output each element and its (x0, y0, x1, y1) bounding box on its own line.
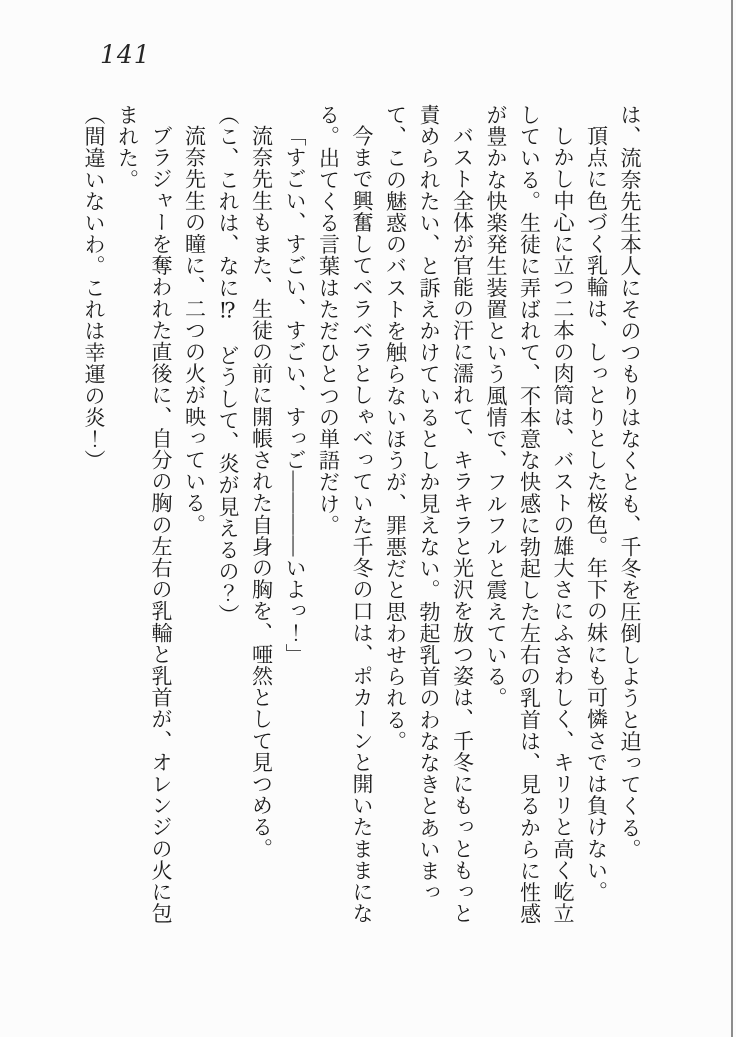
paragraph: 今まで興奮してベラベラとしゃべっていた千冬の口は、ポカーンと開いたままになる。出てくる言葉はただひとつの単語だけ。 (316, 104, 374, 925)
paragraph: （間違いないわ。これは幸運の炎！） (82, 104, 106, 472)
vertical-text-block (77, 104, 647, 928)
paragraph: しかし中心に立つ二本の肉筒は、バストの雄大さにふさわしく、キリリと高く屹立している。生徒に弄ばれて、不本意な快感に勃起した左右の乳首は、見るからに性感が豊かな快楽発生装置という風情で、フルフルと震えている。 (484, 104, 575, 925)
paragraph: 流奈先生もまた、生徒の前に開帳された自身の胸を、唖然として見つめる。 (249, 125, 274, 860)
paragraph: 「すごい、すごい、すごい、すっご――――いよっ！」 (283, 125, 307, 665)
paragraph: 流奈先生の瞳に、二つの火が映っている。 (182, 125, 207, 536)
paragraph: （こ、これは、なに⁉ どうして、炎が見えるの？） (216, 104, 240, 626)
paragraph: ブラジャーを奪われた直後に、自分の胸の左右の乳輪と乳首が、オレンジの火に包まれた。 (115, 104, 173, 925)
paragraph: は、流奈先生本人にそのつもりはなくとも、千冬を圧倒しようと迫ってくる。 (618, 104, 642, 860)
paragraph: 頂点に色づく乳輪は、しっとりとした桜色。年下の妹にも可憐さでは負けない。 (584, 125, 609, 903)
page-number: 141 (100, 40, 151, 69)
paragraph: バスト全体が官能の汗に濡れて、キラキラと光沢を放つ姿は、千冬にもっともっと責められたい、と訴えかけているとしか見えない。勃起乳首のわななきとあいまって、この魅惑のバストを触らないほうが、罪悪だと思わせられる。 (383, 104, 475, 925)
page-right-edge-line (731, 0, 733, 1037)
